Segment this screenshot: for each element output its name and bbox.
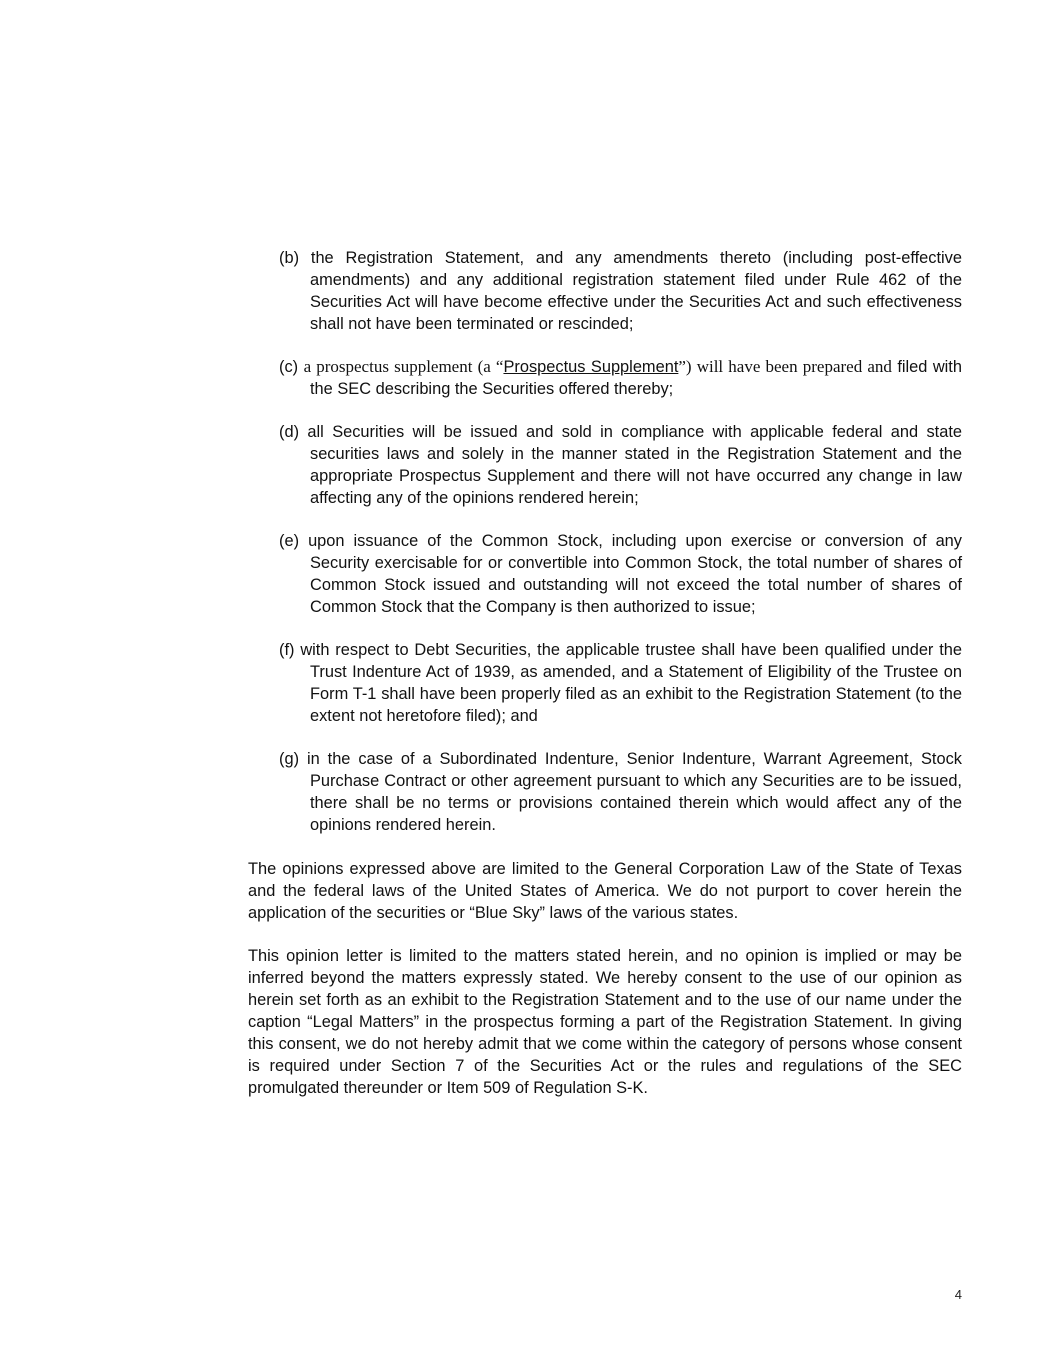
item-label: (d) [279,423,300,441]
item-text-serif-start: a prospectus supplement (a “ [303,357,504,376]
item-label: (e) [279,532,300,550]
paragraph-governing-law: The opinions expressed above are limited to the General Corporation Law of the State of Texas and the federal laws of the United States of America. We do not purport to cover herein the application of the securities or “Blue Sky” laws of the various states. [248,860,962,922]
item-label: (c) [279,358,299,376]
item-text: filed with the SEC describing the Securities offered thereby; [310,358,962,398]
item-text: in the case of a Subordinated Indenture, Senior Indenture, Warrant Agreement, Stock Purchase Contract or other agreement pursuant to which any Securities are to be issued, there shall be no terms or provisions contained therein which would affect any of the opinions rendered herein. [306,750,962,834]
list-item-c [279,356,962,400]
conditions-list [279,247,962,857]
item-text: upon issuance of the Common Stock, including upon exercise or conversion of any Security exercisable for or convertible into Common Stock, the total number of shares of Common Stock issued and outstanding will not exceed the total number of shares of Common Stock that the Company is then authorized to issue; [308,532,962,616]
paragraph-consent: This opinion letter is limited to the matters stated herein, and no opinion is implied or may be inferred beyond the matters expressly stated. We hereby consent to the use of our opinion as herein set forth as an exhibit to the Registration Statement and to the use of our name under the caption “Legal Matters” in the prospectus forming a part of the Registration Statement. In giving this consent, we do not hereby admit that we come within the category of persons whose consent is required under Section 7 of the Securities Act or the rules and regulations of the SEC promulgated thereunder or Item 509 of Regulation S-K. [248,947,962,1097]
list-item-b [279,247,962,335]
list-item-e [279,530,962,618]
list-item-g [279,748,962,836]
item-label: (f) [279,641,295,659]
item-text: with respect to Debt Securities, the applicable trustee shall have been qualified under the Trust Indenture Act of 1939, as amended, and a Statement of Eligibility of the Trustee on Form T-1 shall have been properly filed as an exhibit to the Registration Statement (to the extent not heretofore filed); and [300,641,963,725]
item-text-serif-end: ”) will have been prepared and [678,357,892,376]
page-number: 4 [954,1287,962,1302]
list-item-f [279,639,962,727]
item-label: (b) [279,249,300,267]
item-text: the Registration Statement, and any amendments thereto (including post-effective amendments) and any additional registration statement filed under Rule 462 of the Securities Act will have become effective under the Securities Act and such effectiveness shall not have been terminated or rescinded; [310,249,962,333]
list-item-d [279,421,962,509]
defined-term-prospectus-supplement: Prospectus Supplement [503,358,679,376]
item-text: all Securities will be issued and sold in compliance with applicable federal and state securities laws and solely in the manner stated in the Registration Statement and the appropriate Prospectus Supplement and there will not have occurred any change in law affecting any of the opinions rendered herein; [307,423,962,507]
item-label: (g) [279,750,300,768]
